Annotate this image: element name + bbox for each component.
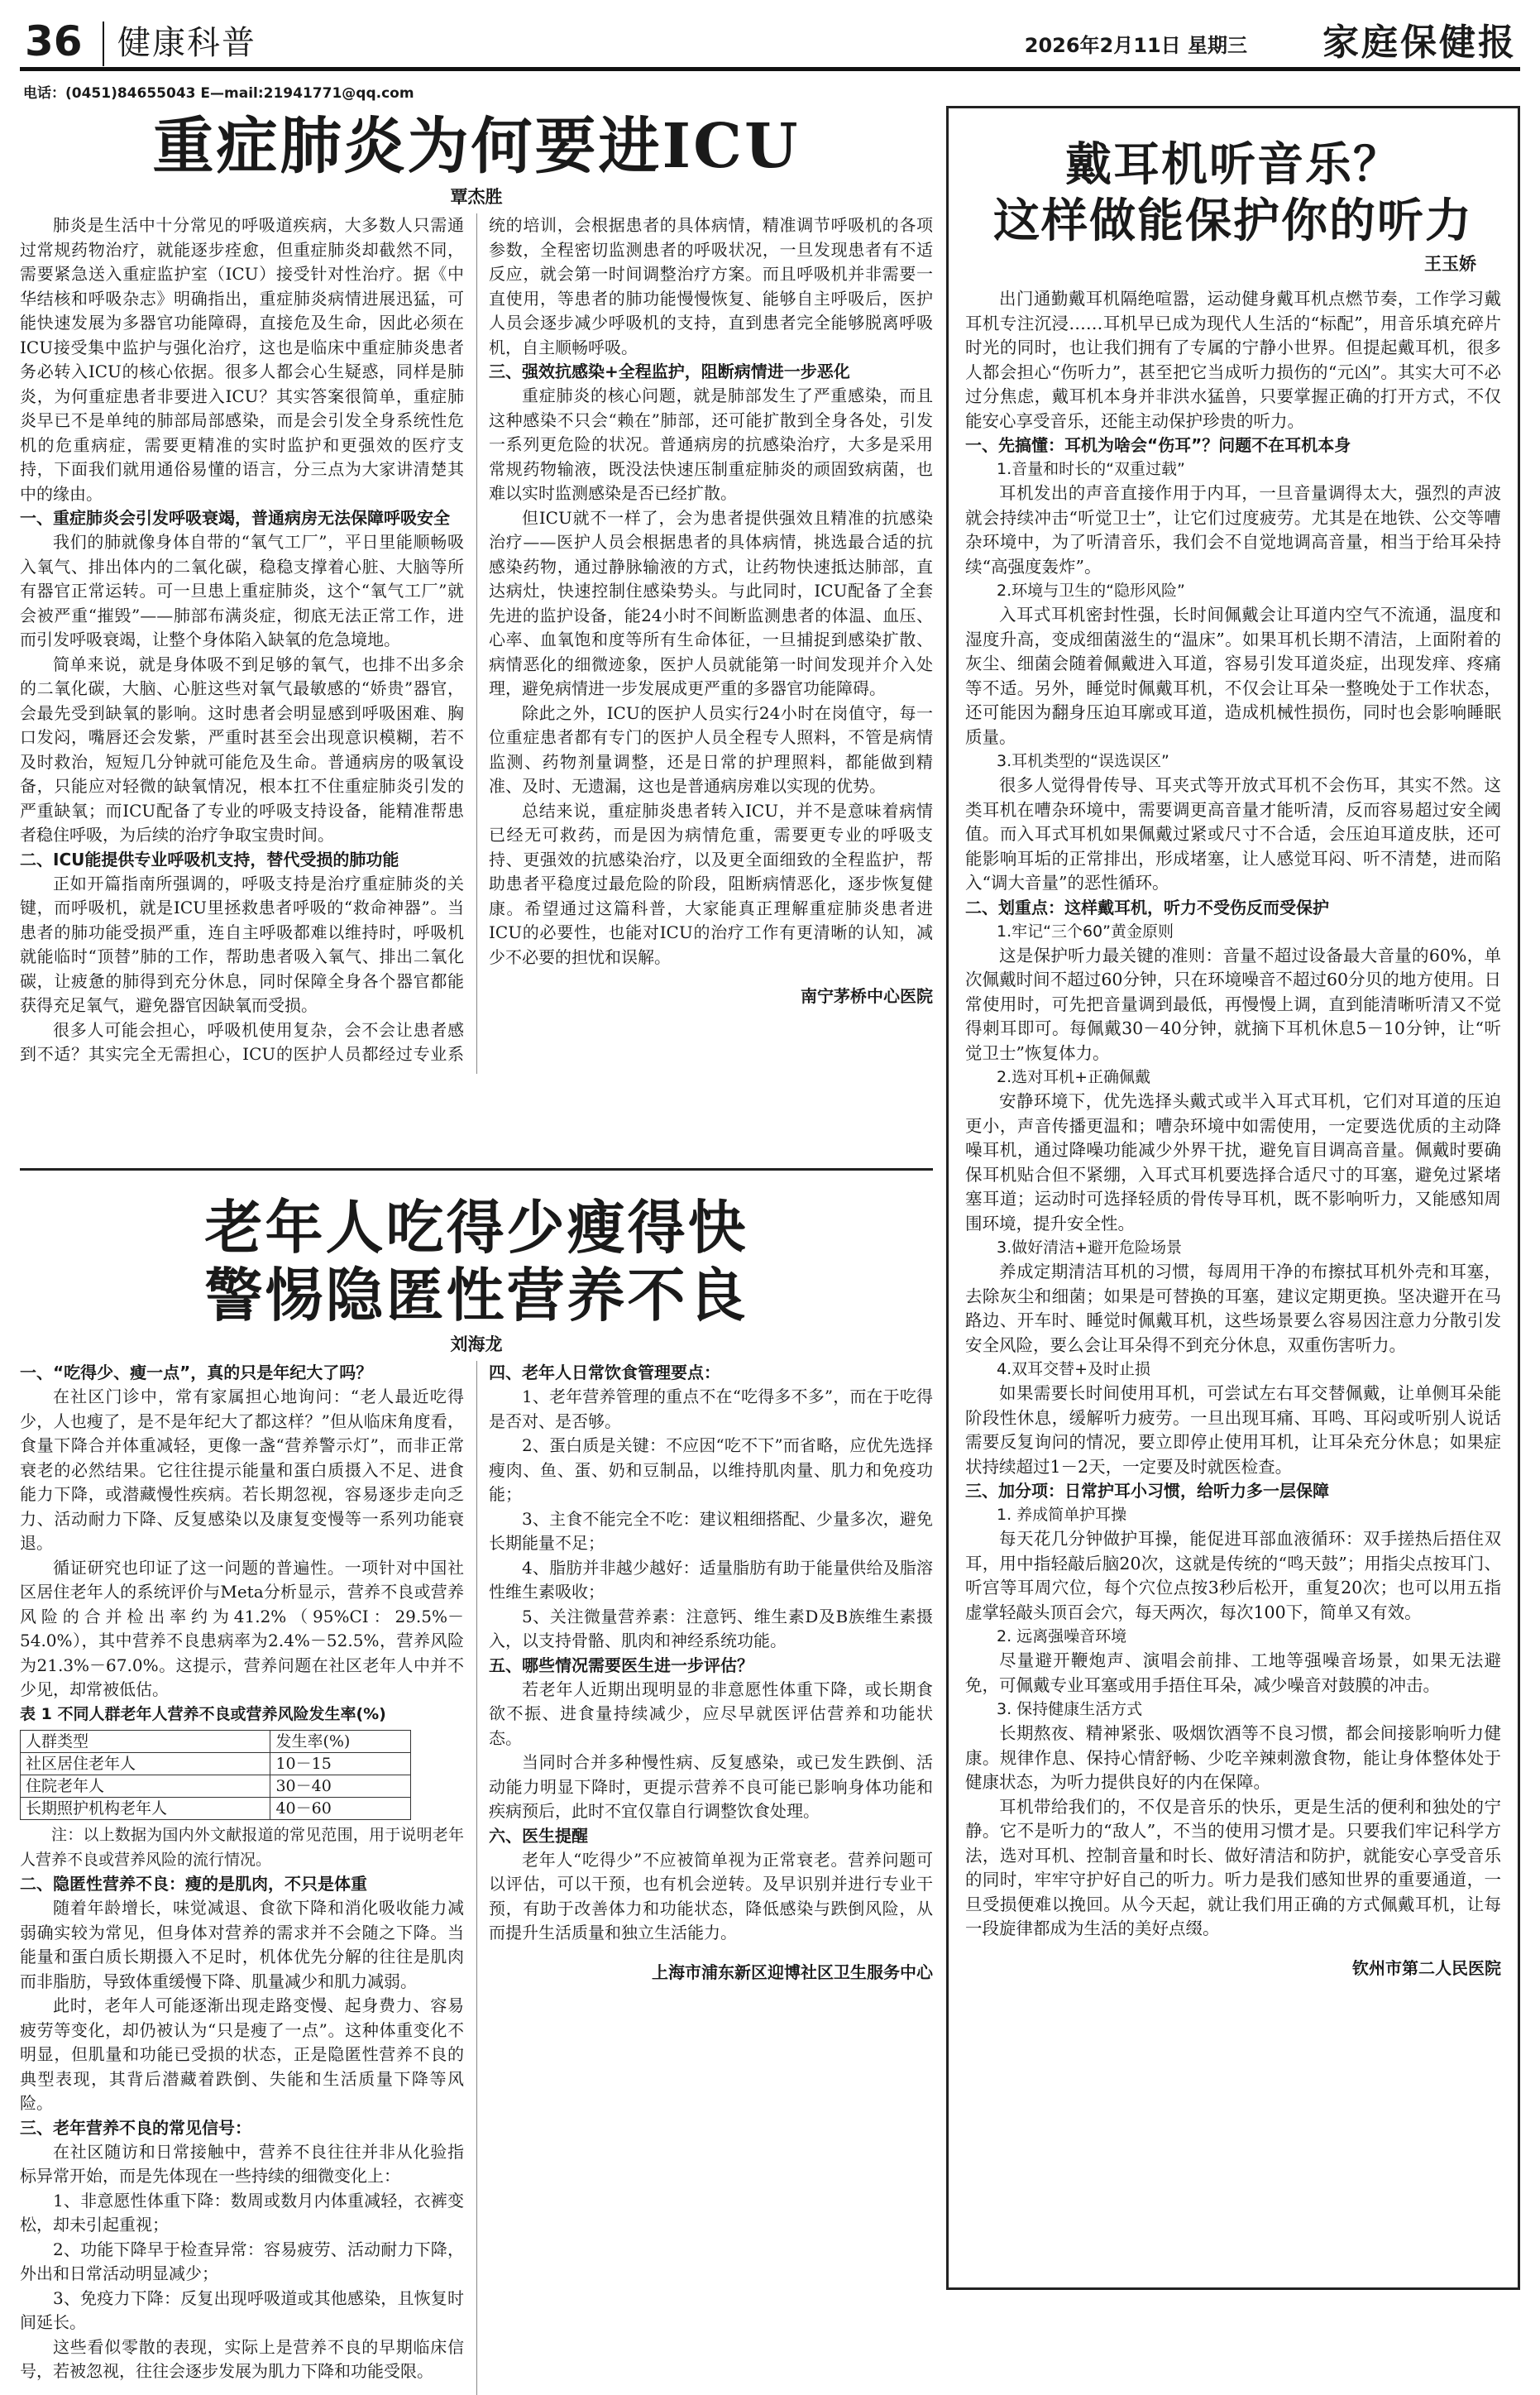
paragraph: 耳机发出的声音直接作用于内耳，一旦音量调得太大，强烈的声波就会持续冲击“听觉卫士”，让它们过度疲劳。尤其是在地铁、公交等嘈杂环境中，为了听清音乐，我们会不自觉地调高音量，相当于给耳朵持续“高强度轰炸”。 — [965, 483, 1501, 577]
paragraph: 在社区门诊中，常有家属担心地询问：“老人最近吃得少，人也瘦了，是不是年纪大了都这样？”但从临床角度看，食量下降合并体重减轻，更像一盏“营养警示灯”，而非正常衰老的必然结果。它往往提示能量和蛋白质摄入不足、进食能力下降，或潜藏慢性疾病。若长期忽视，容易逐步走向乏力、活动耐力下降、反复感染以及康复变慢等一系列功能衰退。 — [20, 1387, 464, 1553]
section-heading: 四、老年人日常饮食管理要点： — [489, 1363, 720, 1382]
table-row — [21, 1798, 411, 1820]
section-heading: 六、医生提醒 — [489, 1825, 588, 1846]
paragraph: 很多人觉得骨传导、耳夹式等开放式耳机不会伤耳，其实不然。这类耳机在嘈杂环境中，需要调更高音量才能听清，反而容易超过安全阈值。而入耳式耳机如果佩戴过紧或尺寸不合适，会压迫耳道皮肤，还可能影响耳垢的正常排出，形成堵塞，让人感觉耳闷、听不清楚，进而陷入“调大音量”的恶性循环。 — [965, 775, 1501, 893]
paragraph: 肺炎是生活中十分常见的呼吸道疾病，大多数人只需通过常规药物治疗，就能逐步痊愈，但重症肺炎却截然不同，需要紧急送入重症监护室（ICU）接受针对性治疗。据《中华结核和呼吸杂志》明确指出，重症肺炎病情进展迅猛，可能快速发展为多器官功能障碍，直接危及生命，因此必须在ICU接受集中监护与强化治疗，这也是临床中重症肺炎患者务必转入ICU的核心依据。很多人都会心生疑惑，同样是肺炎，为何重症患者非要进入ICU？其实答案很简单，重症肺炎早已不是单纯的肺部局部感染，而是会引发全身系统性危机的危重病症，需要更精准的实时监护和更强效的医疗支持，下面我们就用通俗易懂的语言，分三点为大家讲清楚其中的缘由。 — [20, 215, 464, 504]
paragraph: 随着年龄增长，味觉减退、食欲下降和消化吸收能力减弱确实较为常见，但身体对营养的需求并不会随之下降。当能量和蛋白质长期摄入不足时，机体优先分解的往往是肌肉而非脂肪，导致体重缓慢下降、肌量减少和肌力减弱。 — [20, 1898, 464, 1991]
section-heading: 二、ICU能提供专业呼吸机支持，替代受损的肺功能 — [20, 849, 399, 869]
sub-heading: 3.耳机类型的“误选误区” — [997, 752, 1169, 770]
paragraph: 每天花几分钟做护耳操，能促进耳部血液循环：双手搓热后捂住双耳，用中指轻敲后脑20次，这就是传统的“鸣天鼓”；用指尖点按耳门、听宫等耳周穴位，每个穴位点按3秒后松开，重复20次；也可以用五指虚掌轻敲头顶百会穴，每天两次，每次100下，简单又有效。 — [965, 1529, 1501, 1622]
paragraph: 重症肺炎的核心问题，就是肺部发生了严重感染，而且这种感染不只会“赖在”肺部，还可能扩散到全身各处，引发一系列更危险的状况。普通病房的抗感染治疗，大多是采用常规药物输液，既没法快速压制重症肺炎的顽固致病菌，也难以实时监测感染是否已经扩散。 — [489, 386, 933, 503]
list-item: 3、免疫力下降：反复出现呼吸道或其他感染，且恢复时间延长。 — [20, 2287, 464, 2332]
table-row — [21, 1775, 411, 1798]
paragraph: 入耳式耳机密封性强，长时间佩戴会让耳道内空气不流通，温度和湿度升高，变成细菌滋生的“温床”。如果耳机长期不清洁，上面附着的灰尘、细菌会随着佩戴进入耳道，容易引发耳道炎症，出现发痒、疼痛等不适。另外，睡觉时佩戴耳机，不仅会让耳朵一整晚处于工作状态，还可能因为翻身压迫耳廓或耳道，造成机械性损伤，同时也会影响睡眠质量。 — [965, 605, 1501, 747]
article-author: 覃杰胜 — [450, 187, 503, 207]
article-title-line1: 老年人吃得少瘦得快 — [204, 1193, 748, 1262]
section-heading: 一、“吃得少、瘦一点”，真的只是年纪大了吗？ — [20, 1363, 373, 1382]
paragraph: 养成定期清洁耳机的习惯，每周用干净的布擦拭耳机外壳和耳塞，去除灰尘和细菌；如果是可替换的耳塞，建议定期更换。坚决避开在马路边、开车时、睡觉时佩戴耳机，这些场景要么容易因注意力分散引发安全风险，要么会让耳朵得不到充分休息，双重伤害听力。 — [965, 1262, 1501, 1355]
table-header-row — [21, 1731, 411, 1753]
paragraph: 简单来说，就是身体吸不到足够的氧气，也排不出多余的二氧化碳，大脑、心脏这些对氧气最敏感的“娇贵”器官，会最先受到缺氧的影响。这时患者会明显感到呼吸困难、胸口发闷，嘴唇还会发紫，严重时甚至会出现意识模糊，若不及时救治，短短几分钟就可能危及生命。普通病房的吸氧设备，只能应对轻微的缺氧情况，根本扛不住重症肺炎引发的严重缺氧；而ICU配备了专业的呼吸支持设备，能精准帮患者稳住呼吸，为后续的治疗争取宝贵时间。 — [20, 654, 464, 845]
table-header: 人群类型 — [21, 1731, 270, 1753]
paragraph: 除此之外，ICU的医护人员实行24小时在岗值守，每一位重症患者都有专门的医护人员全程专人照料，不管是病情监测、药物剂量调整，还是日常的护理照料，都能做到精准、及时、无遗漏，这也是普通病房难以实现的优势。 — [489, 702, 933, 796]
paragraph: 老年人“吃得少”不应被简单视为正常衰老。营养问题可以评估，可以干预，也有机会逆转。及早识别并进行专业干预，有助于改善体力和功能状态，降低感染与跌倒风险，从而提升生活质量和独立生活能力。 — [489, 1849, 933, 1942]
list-item: 3、主食不能完全不吃：建议粗细搭配、少量多次，避免长期能量不足； — [489, 1508, 933, 1553]
article-body — [965, 287, 1501, 1981]
page-number: 36 — [25, 17, 83, 65]
paragraph: 长期熬夜、精神紧张、吸烟饮酒等不良习惯，都会间接影响听力健康。规律作息、保持心情舒畅、少吃辛辣刺激食物，能让身体整体处于健康状态，为听力提供良好的内在保障。 — [965, 1723, 1501, 1792]
article-title-line2: 这样做能保护你的听力 — [993, 194, 1473, 248]
table-cell: 社区居住老年人 — [21, 1753, 270, 1775]
issue-date: 2026年2月11日 星期三 — [1024, 34, 1247, 57]
section-heading: 五、哪些情况需要医生进一步评估？ — [489, 1655, 753, 1675]
list-item: 2、蛋白质是关键：不应因“吃不下”而省略，应优先选择瘦肉、鱼、蛋、奶和豆制品，以维持肌肉量、肌力和免疫功能； — [489, 1435, 933, 1504]
article-elderly-nutrition — [20, 1168, 933, 2381]
article-body — [20, 1361, 933, 2395]
section-heading: 一、重症肺炎会引发呼吸衰竭，普通病房无法保障呼吸安全 — [20, 508, 450, 528]
list-item: 2、功能下降早于检查异常：容易疲劳、活动耐力下降，外出和日常活动明显减少； — [20, 2239, 464, 2283]
table-row — [21, 1753, 411, 1775]
sub-heading: 2.环境与卫生的“隐形风险” — [997, 582, 1185, 600]
article-source: 上海市浦东新区迎博社区卫生服务中心 — [652, 1962, 933, 1982]
paragraph: 出门通勤戴耳机隔绝喧嚣，运动健身戴耳机点燃节奏，工作学习戴耳机专注沉浸……耳机早已成为现代人生活的“标配”，用音乐填充碎片时光的同时，也让我们拥有了专属的宁静小世界。但提起戴耳机，很多人都会担心“伤听力”，甚至把它当成听力损伤的“元凶”。其实大可不必过分焦虑，戴耳机本身并非洪水猛兽，只要掌握正确的打开方式，不仅能安心享受音乐，还能主动保护珍贵的听力。 — [965, 289, 1501, 431]
article-earphone-hearing — [946, 106, 1520, 2290]
paragraph: 正如开篇指南所强调的，呼吸支持是治疗重症肺炎的关键，而呼吸机，就是ICU里拯救患者呼吸的“救命神器”。当患者的肺功能受损严重，连自主呼吸都难以维持时，呼吸机就能临时“顶替”肺的工作，帮助患者吸入氧气、排出二氧化碳，让疲惫的肺得到充分休息，同时保障全身各个器官都能获得充足氧气，避免器官因缺氧而受损。 — [20, 873, 464, 1015]
table-cell: 长期照护机构老年人 — [21, 1798, 270, 1820]
list-item: 5、关注微量营养素：注意钙、维生素D及B族维生素摄入，以支持骨骼、肌肉和神经系统功能。 — [489, 1606, 933, 1650]
paragraph: 这是保护听力最关键的准则：音量不超过设备最大音量的60%，单次佩戴时间不超过60分钟，只在环境噪音不超过60分贝的地方使用。日常使用时，可先把音量调到最低，再慢慢上调，直到能清晰听清又不觉得刺耳即可。每佩戴30－40分钟，就摘下耳机休息5－10分钟，让“听觉卫士”恢复体力。 — [965, 945, 1501, 1063]
sub-heading: 1.牢记“三个60”黄金原则 — [997, 922, 1174, 941]
paragraph: 若老年人近期出现明显的非意愿性体重下降，或长期食欲不振、进食量持续减少，应尽早就医评估营养和功能状态。 — [489, 1679, 933, 1748]
article-author: 王玉娇 — [1424, 254, 1476, 274]
paragraph: 但ICU就不一样了，会为患者提供强效且精准的抗感染治疗——医护人员会根据患者的具体病情，挑选最合适的抗感染药物，通过静脉输液的方式，让药物快速抵达肺部，直达病灶，快速控制住感染势头。与此同时，ICU配备了全套先进的监护设备，能24小时不间断监测患者的体温、血压、心率、血氧饱和度等所有生命体征，一旦捕捉到感染扩散、病情恶化的细微迹象，医护人员就能第一时间发现并介入处理，避免病情进一步发展成更严重的多器官功能障碍。 — [489, 507, 933, 698]
paragraph: 当同时合并多种慢性病、反复感染，或已发生跌倒、活动能力明显下降时，更提示营养不良可能已影响身体功能和疾病预后，此时不宜仅靠自行调整饮食处理。 — [489, 1752, 933, 1821]
sub-heading: 1.音量和时长的“双重过载” — [997, 460, 1185, 478]
paragraph: 耳机带给我们的，不仅是音乐的快乐，更是生活的便利和独处的宁静。它不是听力的“敌人”，不当的使用习惯才是。只要我们牢记科学方法，选对耳机、控制音量和时长、做好清洁和防护，就能安心享受音乐的同时，牢牢守护好自己的听力。听力是我们感知世界的重要通道，一旦受损便难以挽回。从今天起，就让我们用正确的方式佩戴耳机，让每一段旋律都成为生活的美好点缀。 — [965, 1796, 1501, 1938]
list-item: 4、脂肪并非越少越好：适量脂肪有助于能量供给及脂溶性维生素吸收； — [489, 1557, 933, 1602]
table-cell: 40－60 — [270, 1798, 410, 1820]
section-heading: 二、隐匿性营养不良：瘦的是肌肉，不只是体重 — [20, 1874, 367, 1894]
sub-heading: 1. 养成简单护耳操 — [997, 1506, 1127, 1524]
list-item: 1、老年营养管理的重点不在“吃得多不多”，而在于吃得是否对、是否够。 — [489, 1387, 933, 1431]
article-icu-pneumonia — [20, 106, 933, 1099]
article-body — [20, 213, 933, 1074]
prevalence-table — [20, 1730, 411, 1820]
paragraph: 很多人可能会担心，呼吸机使用复杂，会不会让患者感到不适？其实完全无需担心，ICU的医护人员都经过专业系统的培训，会根据患者的具体病情，精准调节呼吸机的各项参数，全程密切监测患者的呼吸状况，一旦发现患者有不适反应，就会第一时间调整治疗方案。而且呼吸机并非需要一直使用，等患者的肺功能慢慢恢复、能够自主呼吸后，医护人员会逐步减少呼吸机的支持，直到患者完全能够脱离呼吸机，自主顺畅呼吸。 — [20, 215, 933, 1064]
paper-name: 家庭保健报 — [1322, 22, 1517, 64]
sub-heading: 2.选对耳机+正确佩戴 — [997, 1068, 1151, 1086]
sub-heading: 2. 远离强噪音环境 — [997, 1627, 1127, 1645]
paragraph: 如果需要长时间使用耳机，可尝试左右耳交替佩戴，让单侧耳朵能阶段性休息，缓解听力疲劳。一旦出现耳痛、耳鸣、耳闷或听别人说话需要反复询问的情况，要立即停止使用耳机，让耳朵充分休息；如果症状持续超过1－2天，一定要及时就医检查。 — [965, 1383, 1501, 1477]
section-title: 健康科普 — [117, 24, 256, 62]
table-cell: 10－15 — [270, 1753, 410, 1775]
sub-heading: 3.做好清洁+避开危险场景 — [997, 1238, 1183, 1257]
list-item: 1、非意愿性体重下降：数周或数月内体重减轻，衣裤变松，却未引起重视； — [20, 2190, 464, 2235]
sub-heading: 3. 保持健康生活方式 — [997, 1700, 1143, 1718]
sub-heading: 4.双耳交替+及时止损 — [997, 1360, 1151, 1378]
paragraph: 尽量避开鞭炮声、演唱会前排、工地等强噪音场景，如果无法避免，可佩戴专业耳塞或用手捂住耳朵，减少噪音对鼓膜的冲击。 — [965, 1650, 1501, 1695]
section-heading: 一、先搞懂：耳机为啥会“伤耳”？问题不在耳机本身 — [965, 435, 1351, 455]
article-source: 南宁茅桥中心医院 — [801, 986, 933, 1006]
article-title-line1: 戴耳机听音乐？ — [1065, 137, 1401, 192]
article-author: 刘海龙 — [450, 1334, 503, 1354]
paragraph: 这些看似零散的表现，实际上是营养不良的早期临床信号，若被忽视，往往会逐步发展为肌力下降和功能受限。 — [20, 2336, 464, 2381]
paragraph: 此时，老年人可能逐渐出现走路变慢、起身费力、容易疲劳等变化，却仍被认为“只是瘦了一点”。这种体重变化不明显，但肌量和功能已受损的状态，正是隐匿性营养不良的典型表现，其背后潜藏着跌倒、失能和生活质量下降等风险。 — [20, 1995, 464, 2113]
header-divider — [103, 22, 104, 66]
page-header — [20, 15, 1520, 71]
paragraph: 在社区随访和日常接触中，营养不良往往并非从化验指标异常开始，而是先体现在一些持续的细微变化上： — [20, 2141, 464, 2186]
table-cell: 30－40 — [270, 1775, 410, 1798]
section-heading: 三、强效抗感染+全程监护，阻断病情进一步恶化 — [489, 362, 850, 381]
section-heading: 二、划重点：这样戴耳机，听力不受伤反而受保护 — [965, 897, 1329, 917]
article-title: 重症肺炎为何要进ICU — [152, 111, 801, 182]
table-caption: 表 1 不同人群老年人营养不良或营养风险发生率(%) — [20, 1704, 386, 1723]
table-cell: 住院老年人 — [21, 1775, 270, 1798]
paragraph: 总结来说，重症肺炎患者转入ICU，并不是意味着病情已经无可救药，而是因为病情危重，需要更专业的呼吸支持、更强效的抗感染治疗，以及更全面细致的全程监护，帮助患者平稳度过最危险的阶段，阻断病情恶化，逐步恢复健康。希望通过这篇科普，大家能真正理解重症肺炎患者进ICU的必要性，也能对ICU的治疗工作有更清晰的认知，减少不必要的担忧和误解。 — [489, 800, 933, 967]
table-note: 注：以上数据为国内外文献报道的常见范围，用于说明老年人营养不良或营养风险的流行情况。 — [20, 1826, 464, 1869]
contact-line: 电话：(0451)84655043 E—mail:21941771@qq.com — [23, 85, 414, 102]
article-source: 钦州市第二人民医院 — [1352, 1957, 1501, 1978]
section-heading: 三、加分项：日常护耳小习惯，给听力多一层保障 — [965, 1481, 1329, 1501]
section-heading: 三、老年营养不良的常见信号： — [20, 2117, 251, 2138]
paragraph: 安静环境下，优先选择头戴式或半入耳式耳机，它们对耳道的压迫更小，声音传播更温和；嘈杂环境中如需使用，一定要选优质的主动降噪耳机，通过降噪功能减少外界干扰，避免盲目调高音量。佩戴时要确保耳机贴合但不紧绷，入耳式耳机要选择合适尺寸的耳塞，避免过紧堵塞耳道；运动时可选择轻质的骨传导耳机，既不影响听力，又能感知周围环境，提升安全性。 — [965, 1091, 1501, 1233]
paragraph: 循证研究也印证了这一问题的普遍性。一项针对中国社区居住老年人的系统评价与Meta分析显示，营养不良或营养风险的合并检出率约为41.2%（95%CI：29.5%－54.0%），其中营养不良患病率为2.4%－52.5%，营养风险为21.3%－67.0%。这提示，营养问题在社区老年人中并不少见，却常被低估。 — [20, 1557, 464, 1699]
paragraph: 我们的肺就像身体自带的“氧气工厂”，平日里能顺畅吸入氧气、排出体内的二氧化碳，稳稳支撑着心脏、大脑等所有器官正常运转。可一旦患上重症肺炎，这个“氧气工厂”就会被严重“摧毁”——肺部布满炎症，彻底无法正常工作，进而引发呼吸衰竭，让整个身体陷入缺氧的危急境地。 — [20, 532, 464, 649]
table-header: 发生率(%) — [270, 1731, 410, 1753]
article-title-line2: 警惕隐匿性营养不良 — [204, 1261, 748, 1329]
